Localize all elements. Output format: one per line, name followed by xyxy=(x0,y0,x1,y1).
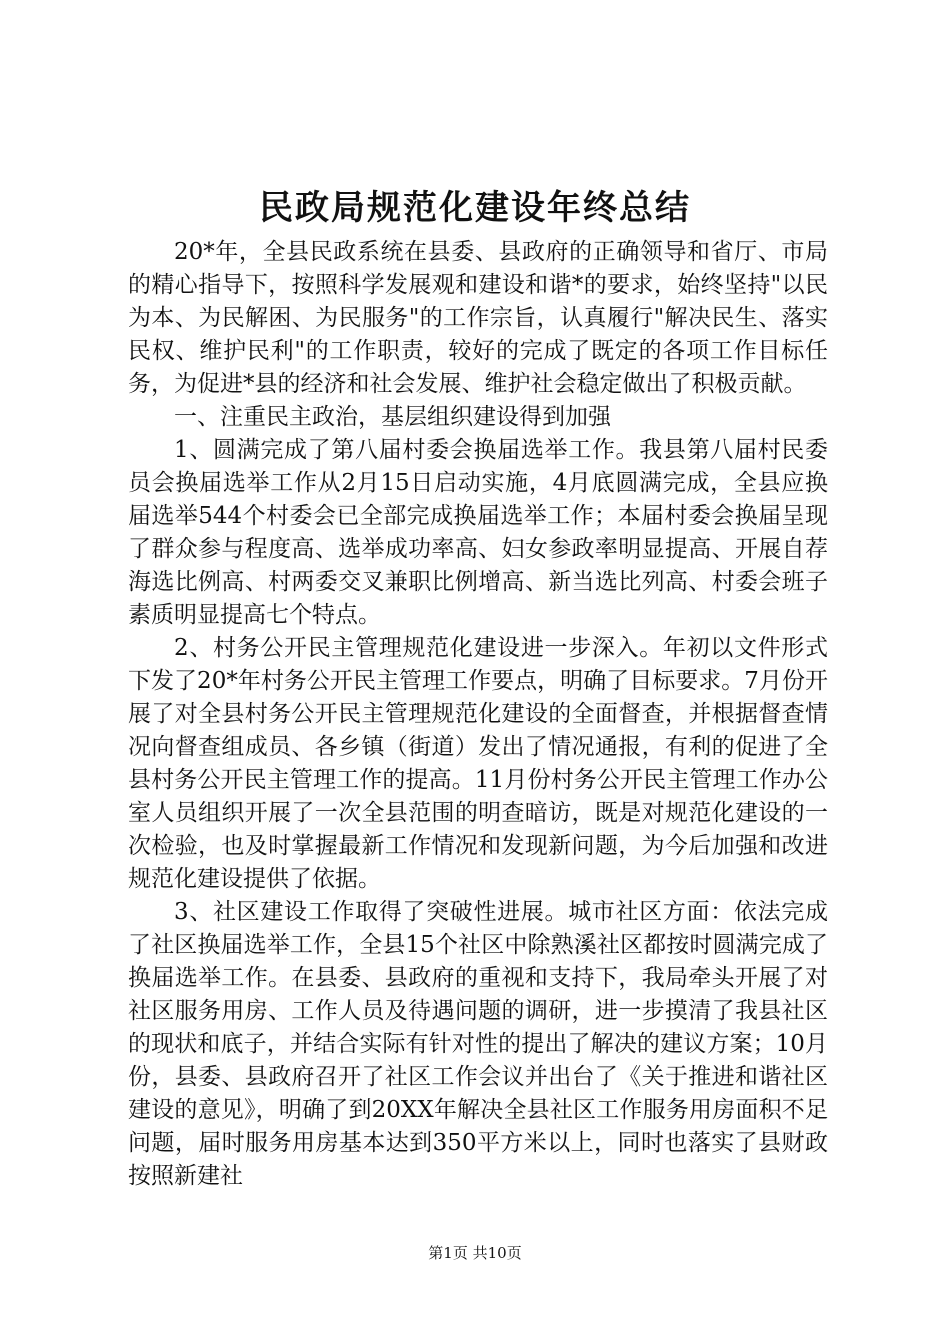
document-body xyxy=(128,236,828,1193)
body-paragraph: 1、圆满完成了第八届村委会换届选举工作。我县第八届村民委员会换届选举工作从2月15日启动实施，4月底圆满完成，全县应换届选举544个村委会已全部完成换届选举工作；本届村委会换届呈现了群众参与程度高、选举成功率高、妇女参政率明显提高、开展自荐海选比例高、村两委交叉兼职比例增高、新当选比列高、村委会班子素质明显提高七个特点。 xyxy=(128,437,828,628)
body-paragraph: 3、社区建设工作取得了突破性进展。城市社区方面：依法完成了社区换届选举工作，全县15个社区中除熟溪社区都按时圆满完成了换届选举工作。在县委、县政府的重视和支持下，我局牵头开展了对社区服务用房、工作人员及待遇问题的调研，进一步摸清了我县社区的现状和底子，并结合实际有针对性的提出了解决的建议方案；10月份，县委、县政府召开了社区工作会议并出台了《关于推进和谐社区建设的意见》，明确了到20XX年解决全县社区工作服务用房面积不足问题，届时服务用房基本达到350平方米以上，同时也落实了县财政按照新建社 xyxy=(128,899,828,1189)
intro-paragraph: 20*年，全县民政系统在县委、县政府的正确领导和省厅、市局的精心指导下，按照科学发展观和建设和谐*的要求，始终坚持"以民为本、为民解困、为民服务"的工作宗旨，认真履行"解决民生、落实民权、维护民利"的工作职责，较好的完成了既定的各项工作目标任务，为促进*县的经济和社会发展、维护社会稳定做出了积极贡献。 xyxy=(128,239,828,397)
section-heading: 一、注重民主政治，基层组织建设得到加强 xyxy=(174,404,611,430)
body-paragraph: 2、村务公开民主管理规范化建设进一步深入。年初以文件形式下发了20*年村务公开民主管理工作要点，明确了目标要求。7月份开展了对全县村务公开民主管理规范化建设的全面督查，并根据督查情况向督查组成员、各乡镇（街道）发出了情况通报，有利的促进了全县村务公开民主管理工作的提高。11月份村务公开民主管理工作办公室人员组织开展了一次全县范围的明查暗访，既是对规范化建设的一次检验，也及时掌握最新工作情况和发现新问题，为今后加强和改进规范化建设提供了依据。 xyxy=(128,635,828,892)
document-title: 民政局规范化建设年终总结 xyxy=(259,188,691,228)
page-number-footer: 第1页 共10页 xyxy=(428,1244,522,1262)
